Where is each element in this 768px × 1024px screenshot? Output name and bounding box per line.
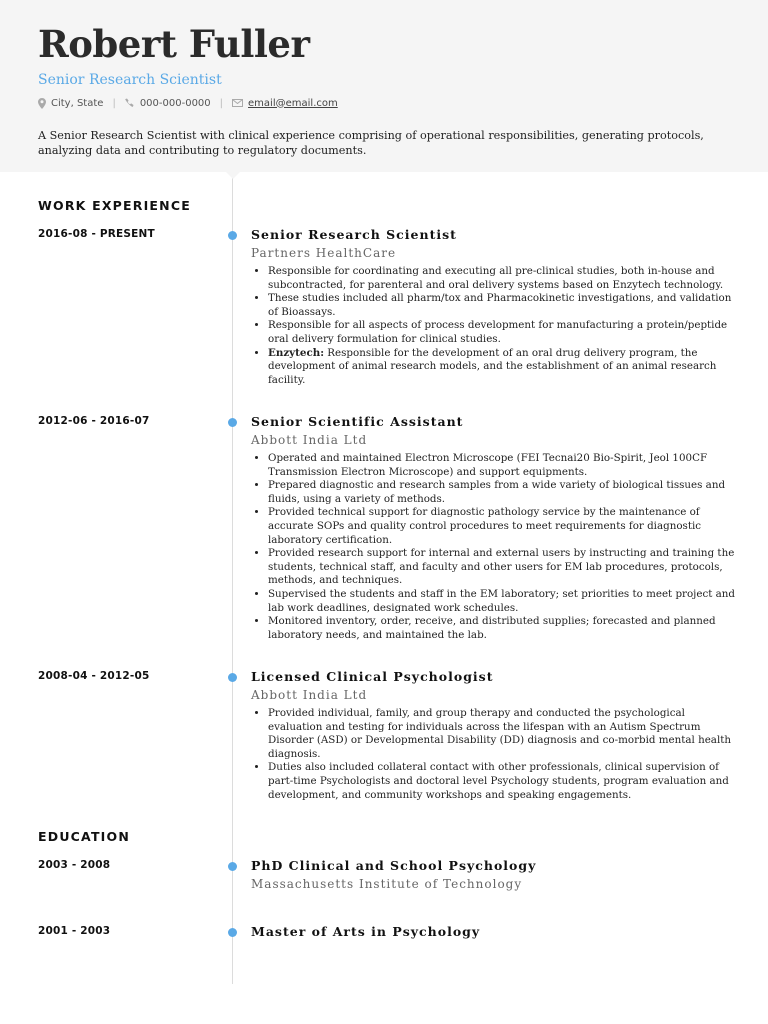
email-item[interactable] xyxy=(232,98,338,109)
timeline-dot xyxy=(228,418,237,427)
entry-role: Licensed Clinical Psychologist xyxy=(251,669,494,684)
entry-organization: Partners HealthCare xyxy=(251,246,397,260)
entry-date: 2003 - 2008 xyxy=(38,859,111,871)
entry-date: 2012-06 - 2016-07 xyxy=(38,415,150,427)
institution-name: Massachusetts Institute of Technology xyxy=(251,877,523,891)
separator: | xyxy=(112,97,116,109)
bullet-item: • Supervised the students and staff in the EM laboratory; set priorities to meet project and lab work deadlines, designated work schedules. xyxy=(268,588,736,615)
location-pin-icon xyxy=(38,98,46,109)
timeline-dot xyxy=(228,231,237,240)
profile-summary: A Senior Research Scientist with clinical experience comprising of operational responsibilities, generating protocols, analyzing data and contributing to regulatory documents. xyxy=(38,129,704,157)
phone-icon xyxy=(125,98,135,108)
bullet-item: • Monitored inventory, order, receive, and distributed supplies; forecasted and planned laboratory needs, and maintained the lab. xyxy=(268,615,736,642)
entry-role: Senior Scientific Assistant xyxy=(251,414,464,429)
bullet-item: • Prepared diagnostic and research samples from a wide variety of biological tissues and fluids, using a variety of methods. xyxy=(268,479,736,506)
bullet-item: • Enzytech: Responsible for the development of an oral drug delivery program, the development of animal research models, and the establishment of an animal research facility. xyxy=(268,347,736,388)
bullet-item: • Provided technical support for diagnostic pathology service by the maintenance of accurate SOPs and quality control procedures to meet requirements for diagnostic laboratory certification. xyxy=(268,506,736,547)
entry-bullets xyxy=(251,707,736,802)
entry-date: 2016-08 - PRESENT xyxy=(38,228,155,240)
entry-bullets xyxy=(251,452,736,642)
mail-icon xyxy=(232,99,243,107)
bullet-item: • Responsible for coordinating and executing all pre-clinical studies, both in-house and subcontracted, for parenteral and oral delivery systems based on Enzytech technology. xyxy=(268,265,736,292)
timeline-dot xyxy=(228,673,237,682)
bullet-item: • Provided research support for internal and external users by instructing and training the students, technical staff, and faculty and other users for EM lab procedures, protocols, methods, and techniques. xyxy=(268,547,736,588)
location-item xyxy=(38,98,103,109)
entry-organization: Abbott India Ltd xyxy=(251,433,368,447)
bullet-item: • Duties also included collateral contact with other professionals, clinical supervision of part-time Psychologists and doctoral level Psychology students, program evaluation and development, and community workshops and speaking engagements. xyxy=(268,761,736,802)
education-heading: EDUCATION xyxy=(38,829,131,844)
separator: | xyxy=(219,97,224,109)
entry-date: 2001 - 2003 xyxy=(38,925,111,937)
degree-name: PhD Clinical and School Psychology xyxy=(251,858,537,873)
bullet-bold-label: Enzytech: xyxy=(268,346,325,359)
degree-name: Master of Arts in Psychology xyxy=(251,924,481,939)
entry-role: Senior Research Scientist xyxy=(251,227,457,242)
entry-bullets xyxy=(251,265,736,387)
contact-line xyxy=(38,96,338,110)
header-notch xyxy=(226,172,240,179)
bullet-item: • These studies included all pharm/tox and Pharmacokinetic investigations, and validation of Bioassays. xyxy=(268,292,736,319)
work-experience-heading: WORK EXPERIENCE xyxy=(38,198,191,213)
candidate-name: Robert Fuller xyxy=(38,22,310,66)
timeline-dot xyxy=(228,928,237,937)
entry-date: 2008-04 - 2012-05 xyxy=(38,670,150,682)
phone-item xyxy=(125,98,211,109)
location-text: City, State xyxy=(51,97,104,109)
entry-organization: Abbott India Ltd xyxy=(251,688,368,702)
timeline-dot xyxy=(228,862,237,871)
bullet-item: • Operated and maintained Electron Microscope (FEI Tecnai20 Bio-Spirit, Jeol 100CF Transmission Electron Microscope) and support equipments. xyxy=(268,452,736,479)
phone-text: 000-000-0000 xyxy=(139,97,211,109)
candidate-title: Senior Research Scientist xyxy=(38,72,222,88)
header-band xyxy=(0,0,768,172)
bullet-item: • Responsible for all aspects of process development for manufacturing a protein/peptide oral delivery formulation for clinical studies. xyxy=(268,319,736,346)
email-link[interactable]: email@email.com xyxy=(248,97,338,109)
bullet-item: • Provided individual, family, and group therapy and conducted the psychological evaluation and testing for individuals across the lifespan with an Autism Spectrum Disorder (ASD) or Developmental Disability (DD) diagnosis and co-morbid mental health diagnosis. xyxy=(268,707,736,761)
